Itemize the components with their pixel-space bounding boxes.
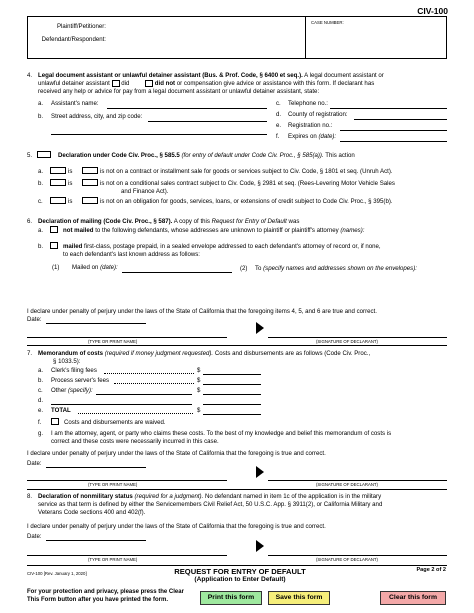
registration-field[interactable] bbox=[340, 130, 447, 131]
costs-waived-checkbox[interactable] bbox=[51, 418, 59, 425]
signature-line-3[interactable] bbox=[268, 555, 447, 556]
sign-arrow-3 bbox=[256, 540, 264, 552]
date-label-3: Date: bbox=[27, 533, 42, 540]
item5c-is-box[interactable] bbox=[50, 197, 66, 204]
privacy-note-2: This Form button after you have printed the form. bbox=[27, 597, 169, 603]
did-not-checkbox[interactable] bbox=[145, 80, 153, 87]
declaration-1: I declare under penalty of perjury under the laws of the State of California that the foregoing items 4, 5, and 6 are true and correct. bbox=[27, 308, 377, 315]
date-label-2: Date: bbox=[27, 460, 42, 467]
date-field-2[interactable] bbox=[46, 467, 146, 468]
declaration-2: I declare under penalty of perjury under the laws of the State of California that the foregoing is true and correct. bbox=[27, 450, 326, 457]
form-id: CIV-100 bbox=[417, 6, 448, 16]
item5b-is-box[interactable] bbox=[50, 179, 66, 186]
telephone-field[interactable] bbox=[330, 108, 447, 109]
d-amount-field[interactable] bbox=[203, 404, 261, 405]
footer-subtitle: (Application to Enter Default) bbox=[194, 576, 286, 583]
mailed-on-field[interactable] bbox=[122, 272, 232, 273]
signature-line-2[interactable] bbox=[268, 480, 447, 481]
item5-checkbox[interactable] bbox=[37, 151, 51, 158]
other-specify-field[interactable] bbox=[96, 394, 192, 395]
date-field-1[interactable] bbox=[46, 323, 146, 324]
divider-1 bbox=[27, 345, 447, 346]
page-number: Page 2 of 2 bbox=[416, 567, 446, 573]
declaration-3: I declare under penalty of perjury under the laws of the State of California that the foregoing is true and correct. bbox=[27, 523, 326, 530]
case-number-label: CASE NUMBER: bbox=[311, 20, 344, 25]
assistant-name-field[interactable] bbox=[107, 108, 267, 109]
street-address-field-2[interactable] bbox=[51, 134, 267, 135]
save-button[interactable]: Save this form bbox=[268, 591, 330, 605]
county-field[interactable] bbox=[354, 119, 447, 120]
plaintiff-label: Plaintiff/Petitioner: bbox=[56, 23, 106, 30]
expires-field[interactable] bbox=[340, 141, 447, 142]
mailed-checkbox[interactable] bbox=[50, 242, 58, 249]
divider-2 bbox=[27, 489, 447, 490]
assistant-name-label: Assistant's name: bbox=[51, 100, 99, 107]
street-address-label: Street address, city, and zip code: bbox=[51, 113, 143, 120]
did-checkbox[interactable] bbox=[112, 80, 120, 87]
footer-divider bbox=[27, 565, 447, 566]
other-amount-field[interactable] bbox=[203, 394, 261, 395]
date-label-1: Date: bbox=[27, 316, 42, 323]
privacy-note-1: For your protection and privacy, please press the Clear bbox=[27, 589, 184, 595]
print-button[interactable]: Print this form bbox=[200, 591, 262, 605]
item5c-isnot-box[interactable] bbox=[82, 197, 98, 204]
defendant-label: Defendant/Respondent: bbox=[41, 36, 106, 43]
date-field-3[interactable] bbox=[46, 540, 146, 541]
name-line-3[interactable] bbox=[27, 555, 227, 556]
name-line-2[interactable] bbox=[27, 480, 227, 481]
sign-arrow-1 bbox=[256, 322, 264, 334]
form-revision: CIV-100 [Rev. January 1, 2020] bbox=[27, 571, 87, 576]
street-address-field[interactable] bbox=[148, 121, 267, 122]
not-mailed-checkbox[interactable] bbox=[50, 226, 58, 233]
item5a-isnot-box[interactable] bbox=[82, 167, 98, 174]
sign-arrow-2 bbox=[256, 466, 264, 478]
name-line-1[interactable] bbox=[27, 337, 227, 338]
clear-button[interactable]: Clear this form bbox=[380, 591, 446, 605]
signature-line-1[interactable] bbox=[268, 337, 447, 338]
footer-title: REQUEST FOR ENTRY OF DEFAULT bbox=[174, 567, 306, 576]
item5a-is-box[interactable] bbox=[50, 167, 66, 174]
item5b-isnot-box[interactable] bbox=[82, 179, 98, 186]
d-specify-field[interactable] bbox=[51, 404, 192, 405]
server-fees-field[interactable] bbox=[203, 384, 261, 385]
total-field[interactable] bbox=[203, 414, 261, 415]
case-header-box bbox=[27, 16, 447, 59]
filing-fees-field[interactable] bbox=[203, 374, 261, 375]
